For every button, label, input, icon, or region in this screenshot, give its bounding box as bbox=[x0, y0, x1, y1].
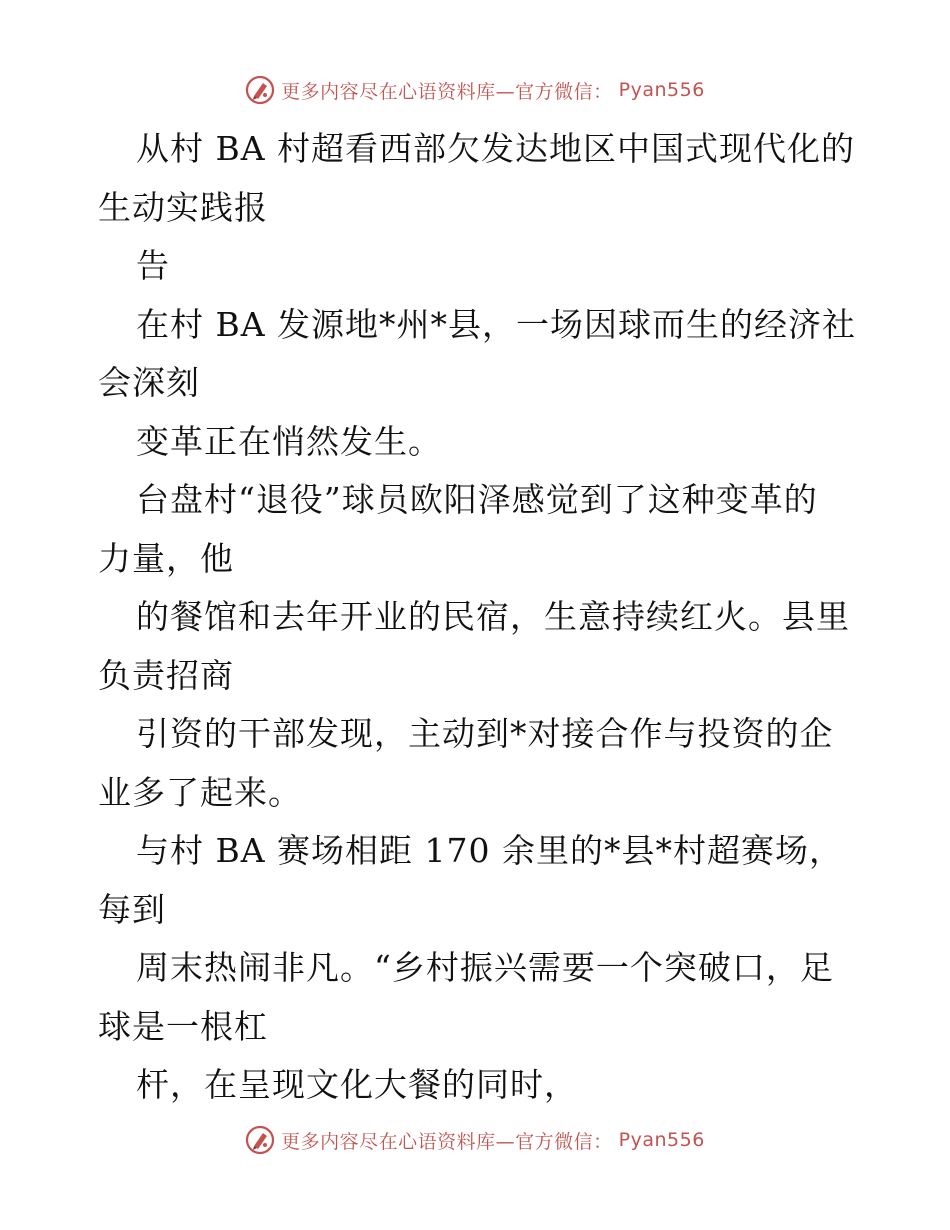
text-line: 台盘村“退役”球员欧阳泽感觉到了这种变革的 bbox=[136, 480, 818, 519]
pen-logo-icon bbox=[245, 1125, 275, 1155]
text-line: 告 bbox=[136, 246, 170, 285]
text-line: 周末热闹非凡。“乡村振兴需要一个突破口，足 bbox=[136, 948, 834, 987]
footer-banner-content bbox=[245, 1125, 705, 1155]
text-line: 每到 bbox=[98, 889, 166, 929]
text-line: 在村 BA 发源地*州*县，一场因球而生的经济社 bbox=[136, 304, 857, 344]
text-line: 球是一根杠 bbox=[98, 1006, 268, 1046]
footer-wechat-id: Pyan556 bbox=[618, 1129, 705, 1151]
document-body bbox=[98, 120, 858, 1115]
text-line: 力量，他 bbox=[98, 538, 234, 578]
header-banner bbox=[0, 70, 950, 110]
header-banner-text: 更多内容尽在心语资料库—官方微信： bbox=[281, 80, 613, 103]
text-line: 杆，在呈现文化大餐的同时， bbox=[136, 1065, 578, 1104]
header-banner-content bbox=[245, 75, 705, 105]
text-line: 与村 BA 赛场相距 170 余里的*县*村超赛场， bbox=[136, 831, 844, 870]
text-line: 引资的干部发现，主动到*对接合作与投资的企 bbox=[136, 714, 834, 753]
text-line: 生动实践报 bbox=[98, 187, 268, 227]
text-line: 负责招商 bbox=[98, 655, 234, 695]
text-line: 会深刻 bbox=[98, 363, 200, 402]
footer-banner-text: 更多内容尽在心语资料库—官方微信： bbox=[281, 1130, 613, 1153]
pen-logo-icon bbox=[245, 75, 275, 105]
text-line: 的餐馆和去年开业的民宿，生意持续红火。县里 bbox=[136, 597, 850, 636]
text-line: 变革正在悄然发生。 bbox=[136, 421, 442, 461]
footer-banner bbox=[0, 1120, 950, 1160]
header-wechat-id: Pyan556 bbox=[618, 79, 705, 101]
text-line: 业多了起来。 bbox=[98, 772, 302, 812]
text-line: 从村 BA 村超看西部欠发达地区中国式现代化的 bbox=[136, 129, 856, 168]
